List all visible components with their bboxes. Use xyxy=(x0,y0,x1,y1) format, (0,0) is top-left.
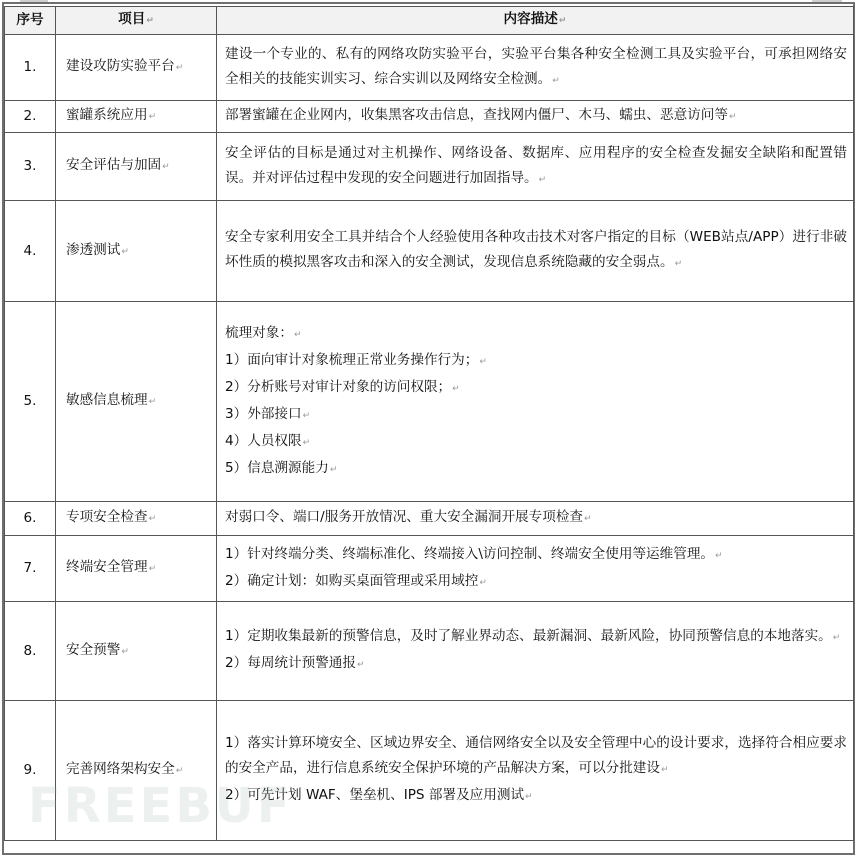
row-number: 7. xyxy=(5,536,56,602)
description-line: 1）定期收集最新的预警信息，及时了解业界动态、最新漏洞、最新风险，协同预警信息的本地落实。↵ xyxy=(225,628,841,644)
description-line: 梳理对象：↵ xyxy=(225,324,302,341)
row-item: 蜜罐系统应用↵ xyxy=(56,101,217,133)
row-item: 安全预警↵ xyxy=(56,602,217,701)
row-description xyxy=(217,302,854,502)
row-number: 1. xyxy=(5,35,56,101)
row-description xyxy=(217,602,854,701)
description-line: 3）外部接口↵ xyxy=(225,405,311,422)
row-description xyxy=(217,502,854,536)
row-description xyxy=(217,133,854,201)
row-description xyxy=(217,35,854,101)
description-line: 5）信息溯源能力↵ xyxy=(225,459,338,476)
row-number: 6. xyxy=(5,502,56,536)
table-row xyxy=(5,35,854,101)
row-description xyxy=(217,701,854,841)
table-row xyxy=(5,536,854,602)
row-number: 9. xyxy=(5,701,56,841)
description-line: 对弱口令、端口/服务开放情况、重大安全漏洞开展专项检查↵ xyxy=(225,509,592,525)
description-line: 1）针对终端分类、终端标准化、终端接入\访问控制、终端安全使用等运维管理。↵ xyxy=(225,545,723,562)
security-task-table xyxy=(4,6,854,841)
description-line: 2）每周统计预警通报↵ xyxy=(225,655,365,671)
row-number: 3. xyxy=(5,133,56,201)
row-description xyxy=(217,101,854,133)
description-line: 2）分析账号对审计对象的访问权限；↵ xyxy=(225,378,460,395)
table-row xyxy=(5,502,854,536)
description-line: 1）面向审计对象梳理正常业务操作行为；↵ xyxy=(225,351,487,368)
row-number: 8. xyxy=(5,602,56,701)
header-item: 项目↵ xyxy=(56,7,217,35)
row-item: 终端安全管理↵ xyxy=(56,536,217,602)
description-line: 部署蜜罐在企业网内，收集黑客攻击信息，查找网内僵尸、木马、蠕虫、恶意访问等↵ xyxy=(225,107,737,123)
row-number: 2. xyxy=(5,101,56,133)
row-number: 4. xyxy=(5,201,56,302)
row-item: 安全评估与加固↵ xyxy=(56,133,217,201)
table-row xyxy=(5,101,854,133)
header-no: 序号 xyxy=(5,7,56,35)
header-row xyxy=(5,7,854,35)
row-description xyxy=(217,201,854,302)
row-item: 专项安全检查↵ xyxy=(56,502,217,536)
table-row xyxy=(5,133,854,201)
row-item: 建设攻防实验平台↵ xyxy=(56,35,217,101)
freebuf-watermark: FREEBUF xyxy=(28,778,293,834)
table-row xyxy=(5,602,854,701)
description-line: 安全专家利用安全工具并结合个人经验使用各种攻击技术对客户指定的目标（WEB站点/APP）进行非破坏性质的模拟黑客攻击和深入的安全测试，发现信息系统隐藏的安全弱点。↵ xyxy=(225,229,847,270)
table-row xyxy=(5,302,854,502)
description-line: 2）可先计划 WAF、堡垒机、IPS 部署及应用测试↵ xyxy=(225,787,533,803)
row-description xyxy=(217,536,854,602)
description-line: 安全评估的目标是通过对主机操作、网络设备、数据库、应用程序的安全检查发掘安全缺陷和配置错误。并对评估过程中发现的安全问题进行加固指导。↵ xyxy=(225,144,847,186)
row-item: 完善网络架构安全↵ xyxy=(56,701,217,841)
description-line: 4）人员权限↵ xyxy=(225,432,311,449)
header-desc: 内容描述↵ xyxy=(217,7,854,35)
table-row xyxy=(5,201,854,302)
description-line: 2）确定计划：如购买桌面管理或采用域控↵ xyxy=(225,572,487,589)
description-line: 建设一个专业的、私有的网络攻防实验平台，实验平台集各种安全检测工具及实验平台，可承担网络安全相关的技能实训实习、综合实训以及网络安全检测。↵ xyxy=(225,45,847,87)
row-item: 渗透测试↵ xyxy=(56,201,217,302)
row-item: 敏感信息梳理↵ xyxy=(56,302,217,502)
row-number: 5. xyxy=(5,302,56,502)
table-row xyxy=(5,701,854,841)
description-line: 1）落实计算环境安全、区域边界安全、通信网络安全以及安全管理中心的设计要求，选择符合相应要求的安全产品，进行信息系统安全保护环境的产品解决方案，可以分批建设↵ xyxy=(225,735,847,776)
